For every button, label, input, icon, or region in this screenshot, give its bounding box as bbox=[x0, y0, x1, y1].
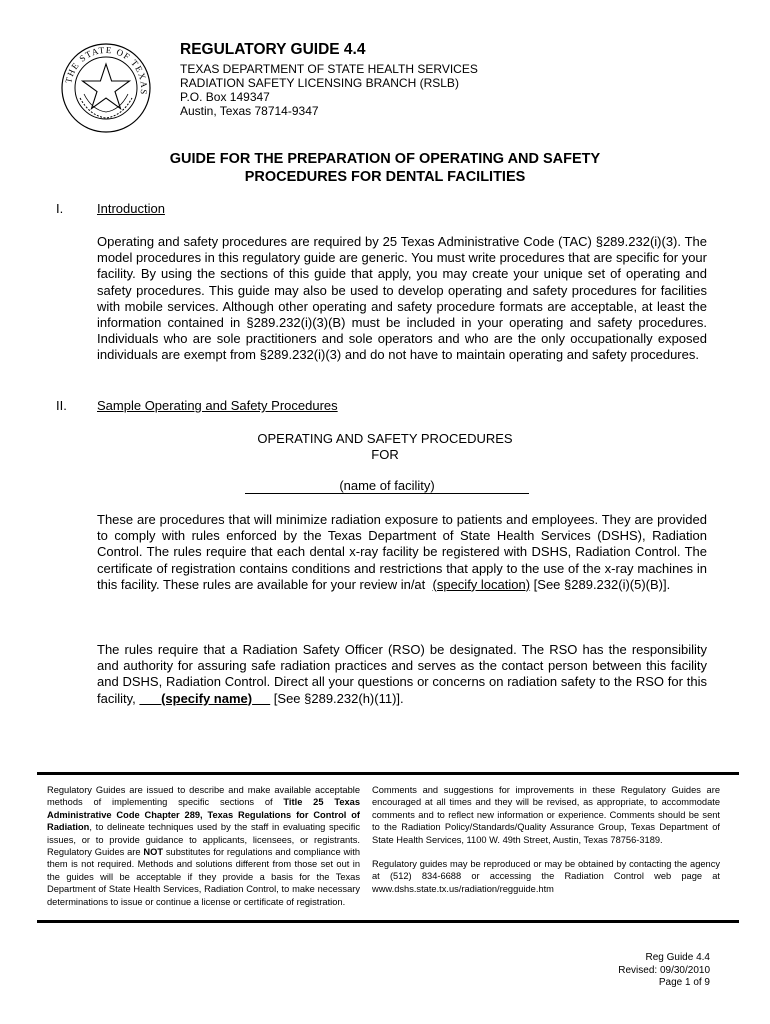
rso-paragraph-text: The rules require that a Radiation Safety Officer (RSO) be designated. The RSO has the responsibility and authority for assuring safe radiation practices and serves as the contact person between this facility and DSHS, Radiation Control. Direct all your questions or concerns on radiation safety to the RSO for this facility, bbox=[97, 642, 707, 706]
city-address: Austin, Texas 78714-9347 bbox=[180, 104, 319, 118]
facility-name-blank: (name of facility) bbox=[245, 479, 529, 494]
document-title-line2: PROCEDURES FOR DENTAL FACILITIES bbox=[244, 169, 526, 185]
reg-guide-number: Reg Guide 4.4 bbox=[645, 952, 710, 963]
location-blank: (specify location) bbox=[432, 576, 531, 592]
po-box: P.O. Box 149347 bbox=[180, 90, 270, 104]
footer-contact: Regulatory guides may be reproduced or may be obtained by contacting the agency at (512) 834-6688 or accessing the Radiation Control web page at www.dshs.state.tx.us/radiation/regguide.htm bbox=[372, 859, 720, 894]
procedures-paragraph-text: These are procedures that will minimize radiation exposure to patients and employees. They are provided to comply with rules enforced by the Texas Department of State Health Services (DSHS), Radiation Control. The rules require that each dental x-ray facility be registered with DSHS, Radiation Control. The certificate of registration contains conditions and restrictions that apply to the use of the x-ray machines in this facility. These rules are available for your review in/at bbox=[97, 512, 707, 592]
footer-top-rule bbox=[37, 772, 739, 775]
rso-paragraph-ref: [See §289.232(h)(11)]. bbox=[270, 690, 404, 706]
procedures-paragraph-ref: [See §289.232(i)(5)(B)]. bbox=[530, 576, 671, 592]
footer-right-text bbox=[372, 784, 720, 907]
branch-name: RADIATION SAFETY LICENSING BRANCH (RSLB) bbox=[180, 76, 459, 90]
section-2-title: Sample Operating and Safety Procedures bbox=[97, 398, 338, 413]
footer-left-part1: Regulatory Guides are issued to describe and make available acceptable methods of implementing specific sections of bbox=[47, 785, 360, 808]
rso-name-blank bbox=[139, 691, 270, 706]
section-1-title: Introduction bbox=[97, 201, 165, 216]
footer-left-bold2: NOT bbox=[143, 847, 164, 858]
document-title bbox=[0, 150, 770, 186]
seal-text: THE STATE OF TEXAS bbox=[63, 44, 150, 97]
page-number: Page 1 of 9 bbox=[658, 977, 710, 988]
agency-name: TEXAS DEPARTMENT OF STATE HEALTH SERVICES bbox=[180, 62, 478, 76]
document-title-line1: GUIDE FOR THE PREPARATION OF OPERATING AND SAFETY bbox=[169, 151, 601, 167]
texas-state-seal bbox=[60, 42, 152, 134]
section-2-number: II. bbox=[56, 398, 67, 413]
page-info bbox=[618, 952, 710, 990]
procedures-heading-for: FOR bbox=[371, 447, 399, 462]
footer-left-text bbox=[47, 784, 360, 908]
guide-title: REGULATORY GUIDE 4.4 bbox=[180, 41, 366, 58]
footer-left-part2: , to delineate techniques used by the staff in evaluating specific issues, or to provide guidance to applicants, licensees, or registrants. Regulatory Guides are bbox=[47, 822, 360, 858]
revised-date: Revised: 09/30/2010 bbox=[618, 964, 710, 976]
rso-name-placeholder: (specify name) bbox=[161, 690, 253, 706]
footer-bottom-rule bbox=[37, 920, 739, 923]
procedures-heading: OPERATING AND SAFETY PROCEDURES bbox=[257, 431, 513, 446]
footer-left-bold1: Title 25 Texas Administrative Code Chapter 289, Texas Regulations for Control of Radiation bbox=[47, 797, 360, 833]
footer-comments: Comments and suggestions for improvements in these Regulatory Guides are encouraged at all times and they will be revised, as appropriate, to accommodate comments and to reflect new information or experience. Comments should be sent to the Radiation Policy/Standards/Quality Assurance Group, Texas Department of State Health Services, 1100 W. 49th Street, Austin, Texas 78756-3189. bbox=[372, 785, 720, 845]
section-1-number: I. bbox=[56, 201, 64, 216]
procedures-paragraph bbox=[97, 512, 707, 593]
introduction-paragraph: Operating and safety procedures are required by 25 Texas Administrative Code (TAC) §289.232(i)(3). The model procedures in this regulatory guide are generic. You must write procedures that are specific for your facility. By using the sections of this guide that apply, you may create your unique set of operating and safety procedures. This guide may also be used to develop operating and safety procedures for facilities with mobile services. Although other operating and safety procedure formats are acceptable, at least the information contained in §289.232(i)(3)(B) must be included in your operating and safety procedures. Individuals who are sole practitioners and sole operators and who are the only occupationally exposed individuals are exempt from §289.232(i)(3) and do not have to maintain operating and safety procedures. bbox=[97, 234, 707, 363]
rso-paragraph bbox=[97, 642, 707, 707]
footer-left-part3: substitutes for regulations and compliance with them is not required. Methods and solutions different from those set out in the guides will be acceptable if they provide a basis for the Texas Department of State Health Services, Radiation Control, to make necessary determinations to issue or continue a license or certificate of registration. bbox=[47, 847, 361, 907]
svg-text:THE STATE OF TEXAS bbox=[63, 45, 149, 96]
